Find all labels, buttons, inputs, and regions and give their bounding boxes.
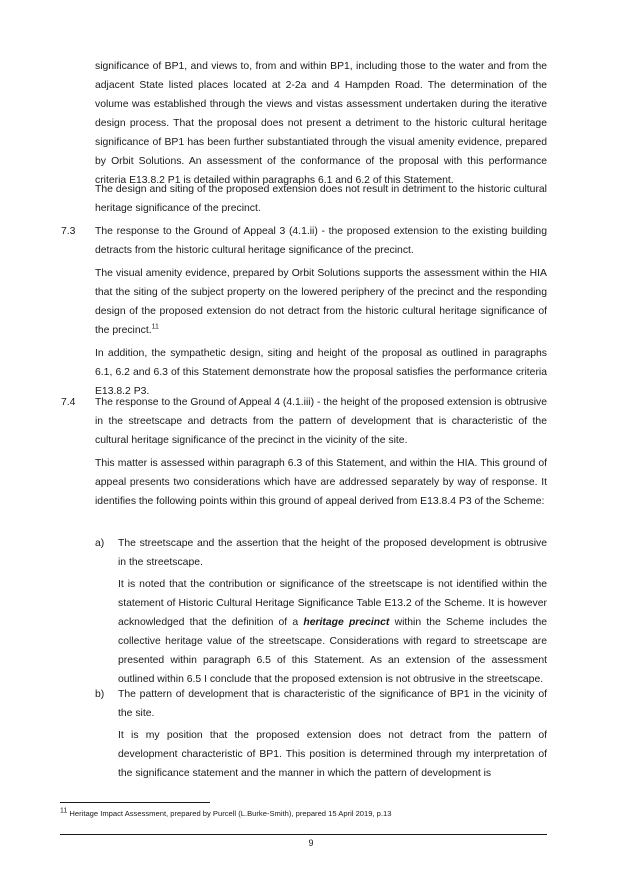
item-a-text-before: It is noted that the contribution or significance of the streetscape is not identified within the statement of Historic Cultural Heritage Significance Table E13.2 of the Scheme. It is however acknowledged that the definition of a <box>118 579 547 628</box>
section-number-7-3: 7.3 <box>61 226 76 237</box>
item-b-paragraph: It is my position that the proposed extension does not detract from the pattern of development characteristic of BP1. This position is determined through my interpretation of the significance statement and the manner in which the pattern of development is <box>118 730 547 779</box>
footer-divider <box>60 834 547 835</box>
item-a-label: a) <box>95 538 105 549</box>
item-a-paragraph <box>118 575 547 689</box>
paragraph-bp1-significance: significance of BP1, and views to, from and within BP1, including those to the water and from the adjacent State listed places located at 2-2a and 4 Hampden Road. The determination of the volume was established through the views and vistas assessment undertaken during the iterative design process. That the proposal does not present a detriment to the historic cultural heritage significance of BP1 has been further substantiated through the visual amenity evidence, prepared by Orbit Solutions. An assessment of the conformance of the proposal with this performance criteria E13.8.2 P1 is detailed within paragraphs 6.1 and 6.2 of this Statement. <box>95 61 547 186</box>
footnote-number: 11 <box>60 807 68 815</box>
footnote-reference: 11 <box>151 323 159 331</box>
item-b-heading: The pattern of development that is characteristic of the significance of BP1 in the vicinity of the site. <box>118 689 547 719</box>
heritage-precinct-term: heritage precinct <box>303 617 390 628</box>
section-7-3-paragraph-1 <box>95 264 547 340</box>
item-a-heading: The streetscape and the assertion that the height of the proposed development is obtrusive in the streetscape. <box>118 538 547 568</box>
footnote-divider <box>60 802 210 803</box>
section-7-3-heading: The response to the Ground of Appeal 3 (4.1.ii) - the proposed extension to the existing building detracts from the historic cultural heritage significance of the precinct. <box>95 226 547 256</box>
item-a-text-after: within the Scheme includes the collective heritage value of the streetscape. Considerations with regard to streetscape are presented within paragraph 6.5 of this Statement. As an extension of the assessment outlined within 6.5 I conclude that the proposed extension is not obtrusive in the streetscape. <box>118 617 548 685</box>
footnote <box>60 808 560 819</box>
section-7-3-paragraph-1-text: The visual amenity evidence, prepared by Orbit Solutions supports the assessment within the HIA that the siting of the subject property on the lowered periphery of the precinct and the responding design of the proposed extension do not detract from the historic cultural heritage significance of the precinct. <box>95 268 547 336</box>
paragraph-design-siting: The design and siting of the proposed extension does not result in detriment to the historic cultural heritage significance of the precinct. <box>95 184 547 214</box>
footnote-text: Heritage Impact Assessment, prepared by Purcell (L.Burke-Smith), prepared 15 April 2019, p.13 <box>69 809 392 818</box>
section-7-4-paragraph-1: This matter is assessed within paragraph 6.3 of this Statement, and within the HIA. This ground of appeal presents two considerations which have are addressed separately by way of response. It identifies the following points within this ground of appeal derived from E13.8.4 P3 of the Scheme: <box>95 458 547 507</box>
section-7-4-heading: The response to the Ground of Appeal 4 (4.1.iii) - the height of the proposed extension is obtrusive in the streetscape and detracts from the pattern of development that is characteristic of the cultural heritage significance of the precinct in the vicinity of the site. <box>95 397 547 446</box>
section-7-3-paragraph-2: In addition, the sympathetic design, siting and height of the proposal as outlined in paragraphs 6.1, 6.2 and 6.3 of this Statement demonstrate how the proposal satisfies the performance criteria E13.8.2 P3. <box>95 348 547 397</box>
page-number: 9 <box>308 838 314 848</box>
section-number-7-4: 7.4 <box>61 397 76 408</box>
item-b-label: b) <box>95 689 105 700</box>
